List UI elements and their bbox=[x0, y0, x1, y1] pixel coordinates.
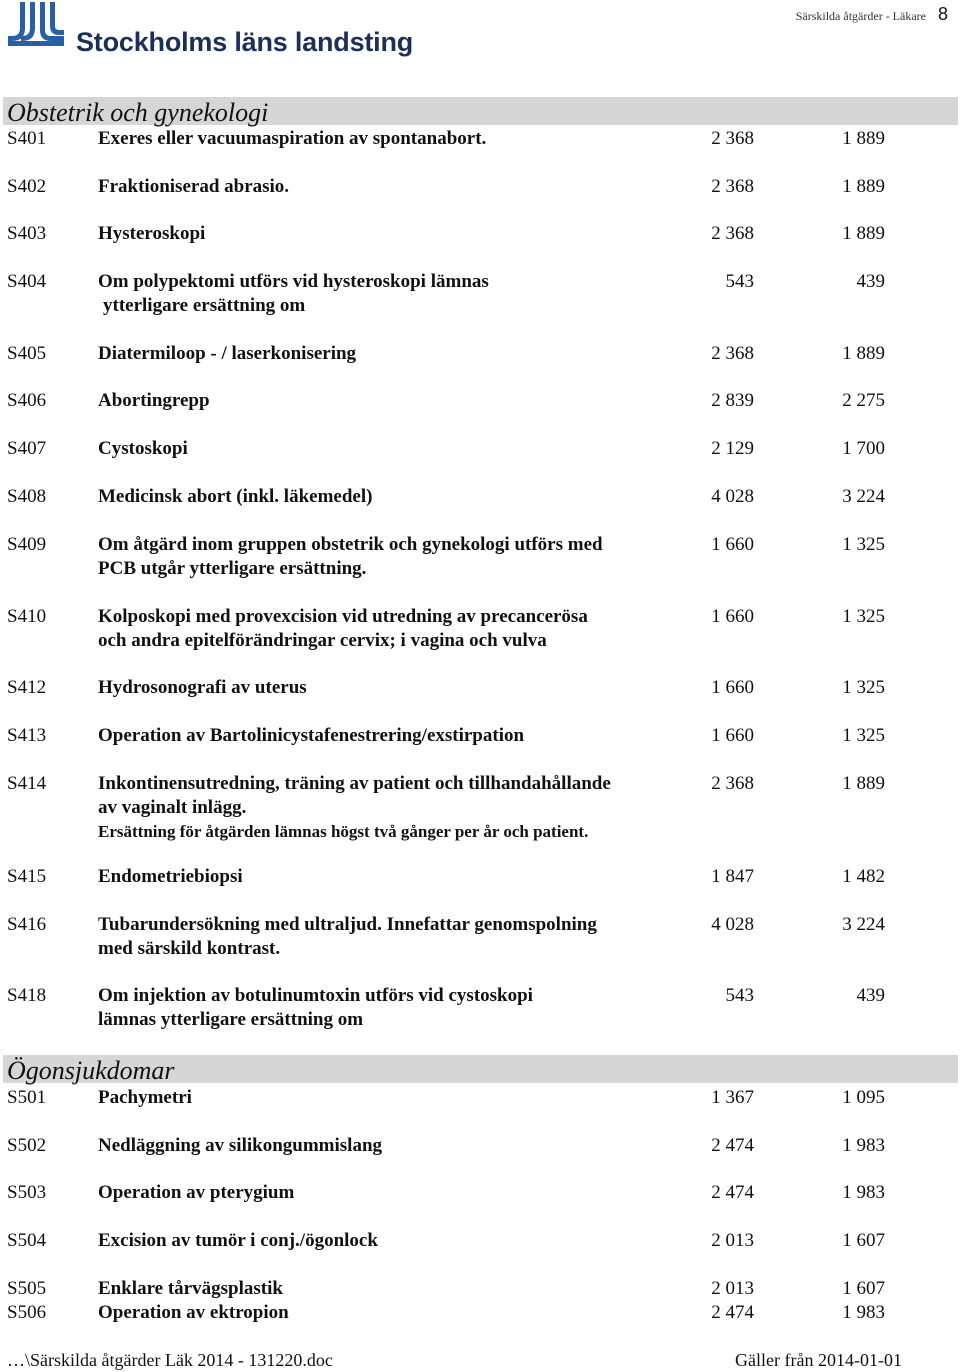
procedure-description bbox=[98, 270, 668, 318]
procedure-code: S504 bbox=[7, 1230, 47, 1251]
procedure-code: S416 bbox=[7, 914, 47, 935]
section-title: Ögonsjukdomar bbox=[7, 1056, 175, 1085]
description-line: Abortingrepp bbox=[98, 390, 210, 411]
price-value-2: 1 889 bbox=[842, 128, 885, 149]
price-value-2: 1 325 bbox=[842, 725, 885, 746]
description-line: Om åtgärd inom gruppen obstetrik och gynekologi utförs med bbox=[98, 534, 603, 555]
procedure-description bbox=[98, 676, 668, 700]
price-value-2: 1 983 bbox=[842, 1135, 885, 1156]
description-line: Pachymetri bbox=[98, 1087, 192, 1108]
price-value-2: 1 325 bbox=[842, 606, 885, 627]
page-header bbox=[796, 4, 948, 25]
description-line: Fraktioniserad abrasio. bbox=[98, 176, 290, 197]
price-value-1: 2 013 bbox=[711, 1230, 754, 1251]
section-title: Obstetrik och gynekologi bbox=[7, 98, 269, 127]
procedure-description bbox=[98, 1301, 668, 1325]
description-line: Operation av Bartolinicystafenestrering/exstirpation bbox=[98, 725, 525, 746]
description-line: Inkontinensutredning, träning av patient och tillhandahållande bbox=[98, 773, 611, 794]
procedure-code: S502 bbox=[7, 1135, 47, 1156]
price-value-1: 2 368 bbox=[711, 773, 754, 794]
procedure-description bbox=[98, 127, 668, 151]
price-value-2: 1 607 bbox=[842, 1278, 885, 1299]
procedure-description bbox=[98, 724, 668, 748]
description-line: med särskild kontrast. bbox=[98, 938, 281, 959]
price-value-1: 1 660 bbox=[711, 677, 754, 698]
procedure-description bbox=[98, 605, 668, 653]
description-line: Hysteroskopi bbox=[98, 223, 206, 244]
price-value-1: 1 847 bbox=[711, 866, 754, 887]
procedure-description bbox=[98, 437, 668, 461]
procedure-code: S412 bbox=[7, 677, 47, 698]
description-line: Hydrosonografi av uterus bbox=[98, 677, 307, 698]
price-value-2: 439 bbox=[856, 271, 885, 292]
description-line: Nedläggning av silikongummislang bbox=[98, 1135, 383, 1156]
price-value-1: 2 368 bbox=[711, 343, 754, 364]
procedure-description bbox=[98, 1277, 668, 1301]
description-note: Ersättning för åtgärden lämnas högst två gånger per år och patient. bbox=[98, 822, 589, 841]
price-value-2: 1 889 bbox=[842, 343, 885, 364]
price-value-1: 2 368 bbox=[711, 128, 754, 149]
price-value-1: 1 660 bbox=[711, 606, 754, 627]
procedure-code: S404 bbox=[7, 271, 47, 292]
procedure-code: S415 bbox=[7, 866, 47, 887]
sll-logo-icon bbox=[6, 2, 68, 54]
description-line: PCB utgår ytterligare ersättning. bbox=[98, 558, 367, 579]
description-line: Kolposkopi med provexcision vid utredning av precancerösa bbox=[98, 606, 588, 627]
procedure-code: S506 bbox=[7, 1302, 47, 1323]
price-value-1: 2 474 bbox=[711, 1182, 754, 1203]
price-value-2: 1 889 bbox=[842, 773, 885, 794]
description-line: Operation av ektropion bbox=[98, 1302, 289, 1323]
price-value-1: 2 474 bbox=[711, 1302, 754, 1323]
procedure-code: S406 bbox=[7, 390, 47, 411]
description-line: lämnas ytterligare ersättning om bbox=[98, 1009, 364, 1030]
price-value-2: 439 bbox=[856, 985, 885, 1006]
price-value-2: 1 607 bbox=[842, 1230, 885, 1251]
price-value-1: 2 129 bbox=[711, 438, 754, 459]
procedure-description bbox=[98, 485, 668, 509]
price-value-1: 1 660 bbox=[711, 725, 754, 746]
description-line: Diatermiloop - / laserkonisering bbox=[98, 343, 357, 364]
description-line: Enklare tårvägsplastik bbox=[98, 1278, 283, 1299]
procedure-description bbox=[98, 222, 668, 246]
section-header-ogonsjukdomar bbox=[3, 1055, 958, 1083]
price-value-1: 2 013 bbox=[711, 1278, 754, 1299]
price-value-2: 1 095 bbox=[842, 1087, 885, 1108]
description-line: Medicinsk abort (inkl. läkemedel) bbox=[98, 486, 373, 507]
price-value-1: 4 028 bbox=[711, 914, 754, 935]
description-line: Cystoskopi bbox=[98, 438, 188, 459]
org-name: Stockholms läns landsting bbox=[76, 27, 414, 57]
description-line: och andra epitelförändringar cervix; i vagina och vulva bbox=[98, 630, 547, 651]
price-value-2: 1 983 bbox=[842, 1182, 885, 1203]
price-value-1: 2 368 bbox=[711, 176, 754, 197]
section-header-obstetrik bbox=[3, 97, 958, 125]
description-line: Om polypektomi utförs vid hysteroskopi lämnas bbox=[98, 271, 489, 292]
price-value-2: 3 224 bbox=[842, 486, 885, 507]
procedure-code: S503 bbox=[7, 1182, 47, 1203]
procedure-description bbox=[98, 1229, 668, 1253]
description-line: Om injektion av botulinumtoxin utförs vid cystoskopi bbox=[98, 985, 533, 1006]
procedure-description bbox=[98, 1134, 668, 1158]
procedure-description bbox=[98, 772, 668, 844]
procedure-code: S418 bbox=[7, 985, 47, 1006]
description-line: Exeres eller vacuumaspiration av spontanabort. bbox=[98, 128, 487, 149]
procedure-code: S409 bbox=[7, 534, 47, 555]
procedure-description bbox=[98, 1181, 668, 1205]
price-value-1: 2 474 bbox=[711, 1135, 754, 1156]
page-number: 8 bbox=[937, 4, 948, 24]
description-line: Operation av pterygium bbox=[98, 1182, 295, 1203]
procedure-description bbox=[98, 342, 668, 366]
description-line: Endometriebiopsi bbox=[98, 866, 243, 887]
procedure-description bbox=[98, 984, 668, 1032]
procedure-code: S413 bbox=[7, 725, 47, 746]
price-value-1: 543 bbox=[725, 985, 754, 1006]
price-value-2: 1 983 bbox=[842, 1302, 885, 1323]
procedure-code: S401 bbox=[7, 128, 47, 149]
price-value-1: 1 367 bbox=[711, 1087, 754, 1108]
procedure-code: S407 bbox=[7, 438, 47, 459]
procedure-description bbox=[98, 1086, 668, 1110]
price-value-1: 4 028 bbox=[711, 486, 754, 507]
procedure-description bbox=[98, 389, 668, 413]
price-value-2: 2 275 bbox=[842, 390, 885, 411]
procedure-code: S501 bbox=[7, 1087, 47, 1108]
document-title: Särskilda åtgärder - Läkare bbox=[795, 9, 926, 23]
procedure-code: S408 bbox=[7, 486, 47, 507]
price-value-2: 3 224 bbox=[842, 914, 885, 935]
description-line: Tubarundersökning med ultraljud. Innefattar genomspolning bbox=[98, 914, 597, 935]
description-line: av vaginalt inlägg. bbox=[98, 797, 247, 818]
description-line: ytterligare ersättning om bbox=[103, 295, 306, 316]
procedure-description bbox=[98, 175, 668, 199]
footer-valid-from: Gäller från 2014-01-01 bbox=[735, 1350, 902, 1370]
procedure-description bbox=[98, 533, 668, 581]
procedure-code: S410 bbox=[7, 606, 47, 627]
description-line: Excision av tumör i conj./ögonlock bbox=[98, 1230, 378, 1251]
procedure-code: S405 bbox=[7, 343, 47, 364]
price-value-1: 1 660 bbox=[711, 534, 754, 555]
price-value-2: 1 889 bbox=[842, 176, 885, 197]
price-value-1: 543 bbox=[725, 271, 754, 292]
procedure-code: S402 bbox=[7, 176, 47, 197]
price-value-1: 2 368 bbox=[711, 223, 754, 244]
procedure-code: S505 bbox=[7, 1278, 47, 1299]
procedure-code: S403 bbox=[7, 223, 47, 244]
footer-file-path: …\Särskilda åtgärder Läk 2014 - 131220.doc bbox=[7, 1350, 333, 1370]
procedure-description bbox=[98, 913, 668, 961]
price-value-1: 2 839 bbox=[711, 390, 754, 411]
price-value-2: 1 700 bbox=[842, 438, 885, 459]
price-value-2: 1 889 bbox=[842, 223, 885, 244]
procedure-description bbox=[98, 865, 668, 889]
procedure-code: S414 bbox=[7, 773, 47, 794]
price-value-2: 1 325 bbox=[842, 534, 885, 555]
org-logo bbox=[6, 2, 414, 58]
price-value-2: 1 325 bbox=[842, 677, 885, 698]
price-value-2: 1 482 bbox=[842, 866, 885, 887]
